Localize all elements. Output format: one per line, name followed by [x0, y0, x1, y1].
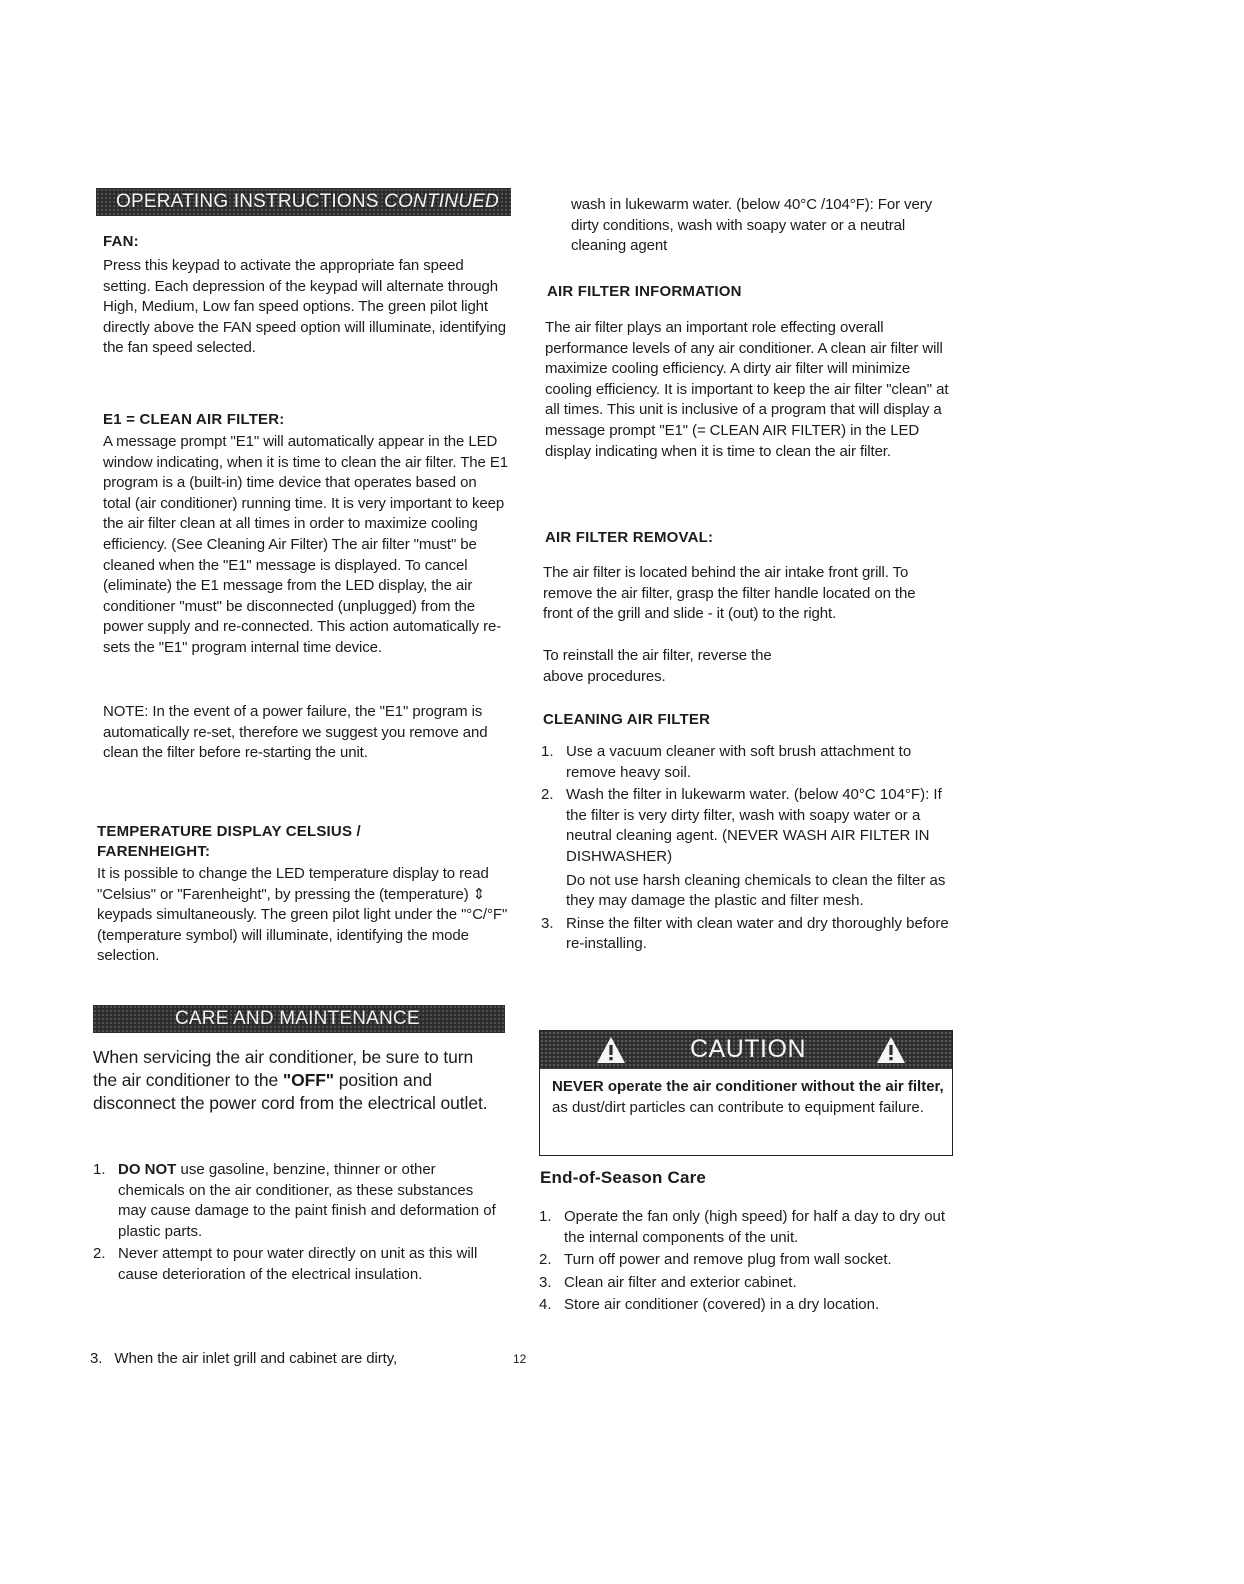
care-item-3 [90, 1349, 490, 1370]
end-season-item-text: Operate the fan only (high speed) for half a day to dry out the internal components of the unit. [564, 1208, 946, 1246]
care-item-text: Never attempt to pour water directly on unit as this will cause deterioration of the electrical insulation. [118, 1245, 478, 1283]
end-season-item-text: Store air conditioner (covered) in a dry location. [564, 1296, 880, 1314]
end-season-item [539, 1295, 955, 1316]
end-season-item-num: 2. [539, 1251, 552, 1269]
cleaning-list [541, 742, 953, 957]
temp-text: It is possible to change the LED temperature display to read "Celsius" or "Farenheight", by pressing the (temperature) ⇕ keypads simultaneously. The green pilot light under the "°C/°F" (temperature symbol) will illuminate, identifying the mode selection. [97, 865, 508, 965]
info-heading: AIR FILTER INFORMATION [547, 283, 742, 300]
care-item-num: 2. [93, 1245, 106, 1263]
caution-text-bold: NEVER operate the air conditioner without the air filter, [552, 1078, 944, 1095]
care-item-text: use gasoline, benzine, thinner or other chemicals on the air conditioner, as these substances may cause damage to the paint finish and deformation of plastic parts. [118, 1161, 496, 1240]
banner-title: OPERATING INSTRUCTIONS [116, 191, 379, 212]
care-item-bold: DO NOT [118, 1161, 177, 1178]
care-item-3-text: When the air inlet grill and cabinet are dirty, [114, 1350, 398, 1367]
warning-triangle-icon [596, 1036, 626, 1064]
care-intro-off: "OFF" [282, 1070, 335, 1090]
end-season-item [539, 1207, 955, 1248]
end-season-item-text: Turn off power and remove plug from wall socket. [564, 1251, 892, 1269]
care-item [93, 1244, 505, 1285]
end-season-heading: End-of-Season Care [540, 1168, 707, 1187]
cleaning-item-text: Rinse the filter with clean water and dry thoroughly before re-installing. [566, 914, 949, 953]
temp-heading-1: TEMPERATURE DISPLAY CELSIUS / [97, 823, 361, 840]
warning-triangle-icon [876, 1036, 906, 1064]
e1-text: A message prompt "E1" will automatically appear in the LED window indicating, when it is time to clean the air filter. The E1 program is a (built-in) time device that operates based on total (air conditioner) running time. It is very important to keep the air filter clean at all times in order to maximize cooling efficiency. (See Cleaning Air Filter) The air filter "must" be cleaned when the "E1" message is displayed. To cancel (eliminate) the E1 message from the LED display, the air conditioner "must" be disconnected (unplugged) from the power supply and re-connected. This action automatically re-sets the "E1" program internal time device. [103, 433, 508, 656]
end-season-item [539, 1273, 955, 1294]
care-item [93, 1160, 505, 1242]
e1-note: NOTE: In the event of a power failure, the "E1" program is automatically re-set, therefore we suggest you remove and clean the filter before re-starting the unit. [103, 703, 488, 762]
end-season-item-num: 4. [539, 1296, 552, 1314]
care-item-3-num: 3. [90, 1350, 103, 1367]
cleaning-item-num: 3. [541, 914, 554, 932]
page-number: 12 [513, 1352, 527, 1366]
end-season-item [539, 1250, 955, 1271]
cleaning-item [541, 785, 953, 912]
care-banner-title: CARE AND MAINTENANCE [175, 1008, 420, 1029]
banner-continued: CONTINUED [384, 191, 499, 212]
removal-heading: AIR FILTER REMOVAL: [545, 529, 714, 546]
caution-text [552, 1077, 944, 1118]
cleaning-heading: CLEANING AIR FILTER [543, 711, 711, 728]
caution-label: CAUTION [690, 1035, 806, 1063]
wash-continued: wash in lukewarm water. (below 40°C /104°F): For very dirty conditions, wash with soapy water or a neutral cleaning agent [571, 196, 932, 255]
end-season-list [539, 1207, 955, 1318]
fan-heading: FAN: [103, 233, 139, 250]
cleaning-item-num: 2. [541, 786, 554, 804]
care-intro-a: When servicing the air conditioner, be sure to turn the air conditioner to the [93, 1047, 474, 1090]
e1-heading: E1 = CLEAN AIR FILTER: [103, 411, 285, 428]
care-list [93, 1160, 505, 1288]
cleaning-item [541, 742, 953, 783]
section-banner-operating [96, 188, 511, 216]
fan-text: Press this keypad to activate the appropriate fan speed setting. Each depression of the keypad will alternate through High, Medium, Low fan speed options. The green pilot light directly above the FAN speed option will illuminate, identifying the fan speed selected. [103, 257, 506, 357]
end-season-item-num: 3. [539, 1273, 552, 1291]
temp-heading-2: FARENHEIGHT: [97, 843, 211, 860]
cleaning-item [541, 914, 953, 955]
removal-text-2: To reinstall the air filter, reverse the above procedures. [543, 647, 772, 685]
section-banner-care [93, 1005, 505, 1033]
end-season-item-text: Clean air filter and exterior cabinet. [564, 1273, 797, 1291]
end-season-item-num: 1. [539, 1208, 552, 1225]
care-item-num: 1. [93, 1161, 106, 1178]
care-intro [93, 1046, 488, 1115]
info-text: The air filter plays an important role effecting overall performance levels of any air conditioner. A clean air filter will maximize cooling efficiency. A dirty air filter will minimize cooling efficiency. It is important to keep the air filter "clean" at all times. This unit is inclusive of a program that will display a message prompt "E1" (= CLEAN AIR FILTER) in the LED display indicating when it is time to clean the air filter. [545, 319, 949, 460]
cleaning-item-num: 1. [541, 743, 554, 760]
caution-text-rest: as dust/dirt particles can contribute to equipment failure. [552, 1098, 924, 1116]
cleaning-item-text: Use a vacuum cleaner with soft brush attachment to remove heavy soil. [566, 743, 912, 781]
caution-bar [540, 1031, 952, 1069]
care-intro-b: position and disconnect the power cord from the electrical outlet. [93, 1070, 488, 1113]
removal-text: The air filter is located behind the air intake front grill. To remove the air filter, grasp the filter handle located on the front of the grill and slide - it (out) to the right. [543, 564, 916, 623]
cleaning-item-text: Wash the filter in lukewarm water. (below 40°C 104°F): If the filter is very dirty filter, wash with soapy water or a neutral cleaning agent. (NEVER WASH AIR FILTER IN DISHWASHER) [566, 786, 942, 865]
caution-box [539, 1030, 953, 1156]
cleaning-item-extra: Do not use harsh cleaning chemicals to clean the filter as they may damage the plastic and filter mesh. [566, 871, 946, 910]
